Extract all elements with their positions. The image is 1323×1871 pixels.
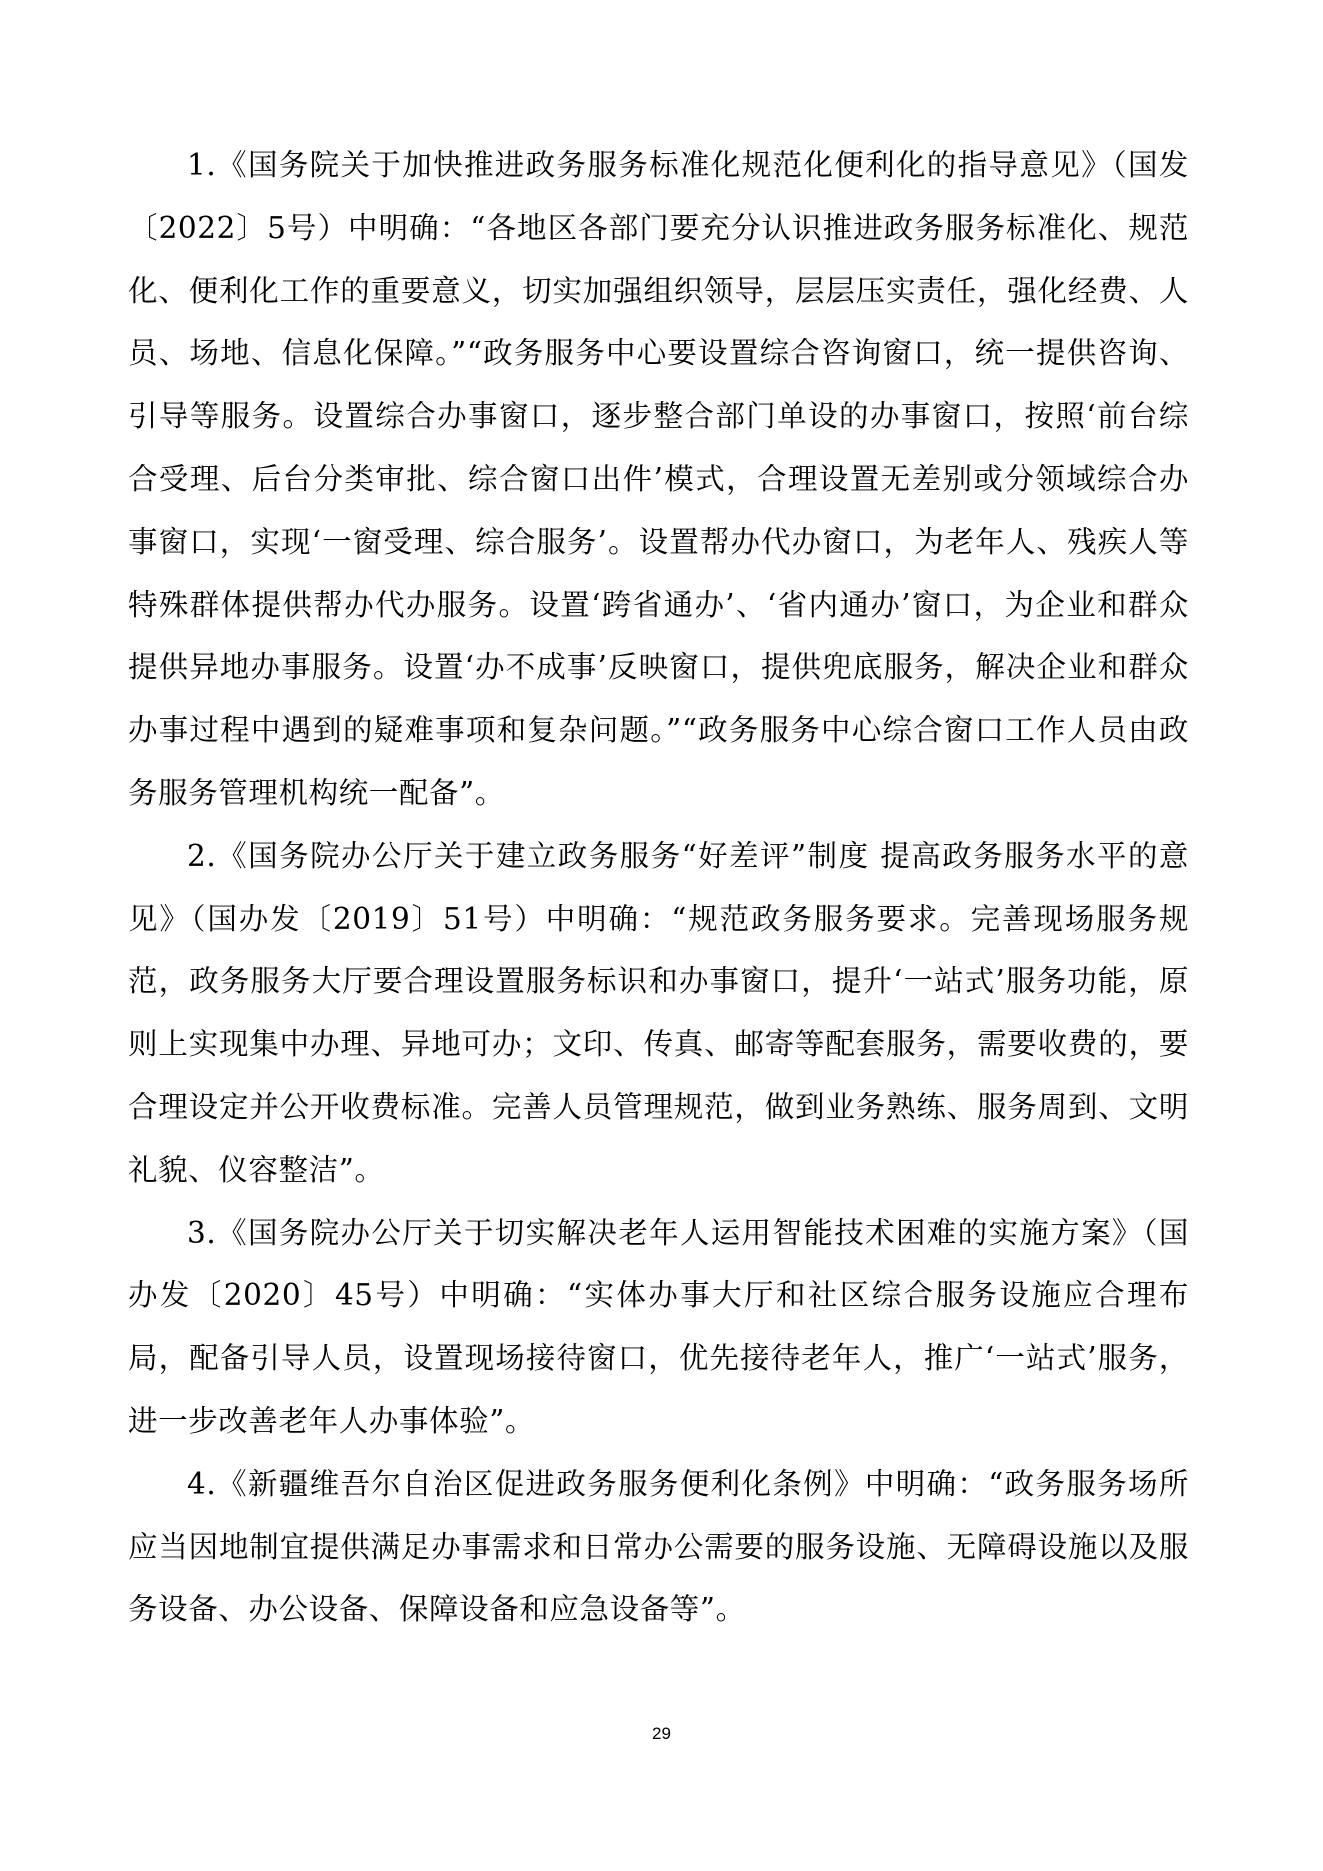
page-number: 29	[652, 1724, 671, 1743]
paragraph-2: 2.《国务院办公厅关于建立政务服务“好差评”制度 提高政务服务水平的意见》（国办发〔2019〕51号）中明确：“规范政务服务要求。完善现场服务规范，政务服务大厅要合理设置服务标识和办事窗口，提升‘一站式’服务功能，原则上实现集中办理、异地可办；文印、传真、邮寄等配套服务，需要收费的，要合理设定并公开收费标准。完善人员管理规范，做到业务熟练、服务周到、文明礼貌、仪容整洁”。	[128, 838, 1189, 1187]
paragraph-3: 3.《国务院办公厅关于切实解决老年人运用智能技术困难的实施方案》（国办发〔2020〕45号）中明确：“实体办事大厅和社区综合服务设施应合理布局，配备引导人员，设置现场接待窗口，优先接待老年人，推广‘一站式’服务，进一步改善老年人办事体验”。	[128, 1215, 1189, 1438]
paragraph-4: 4.《新疆维吾尔自治区促进政务服务便利化条例》中明确：“政务服务场所应当因地制宜提供满足办事需求和日常办公需要的服务设施、无障碍设施以及服务设备、办公设备、保障设备和应急设备等”。	[128, 1466, 1189, 1627]
document-body	[128, 134, 1189, 1641]
paragraph-1: 1.《国务院关于加快推进政务服务标准化规范化便利化的指导意见》（国发〔2022〕5号）中明确：“各地区各部门要充分认识推进政务服务标准化、规范化、便利化工作的重要意义，切实加强组织领导，层层压实责任，强化经费、人员、场地、信息化保障。”“政务服务中心要设置综合咨询窗口，统一提供咨询、引导等服务。设置综合办事窗口，逐步整合部门单设的办事窗口，按照‘前台综合受理、后台分类审批、综合窗口出件’模式，合理设置无差别或分领域综合办事窗口，实现‘一窗受理、综合服务’。设置帮办代办窗口，为老年人、残疾人等特殊群体提供帮办代办服务。设置‘跨省通办’、‘省内通办’窗口，为企业和群众提供异地办事服务。设置‘办不成事’反映窗口，提供兜底服务，解决企业和群众办事过程中遇到的疑难事项和复杂问题。”“政务服务中心综合窗口工作人员由政务服务管理机构统一配备”。	[128, 148, 1189, 810]
